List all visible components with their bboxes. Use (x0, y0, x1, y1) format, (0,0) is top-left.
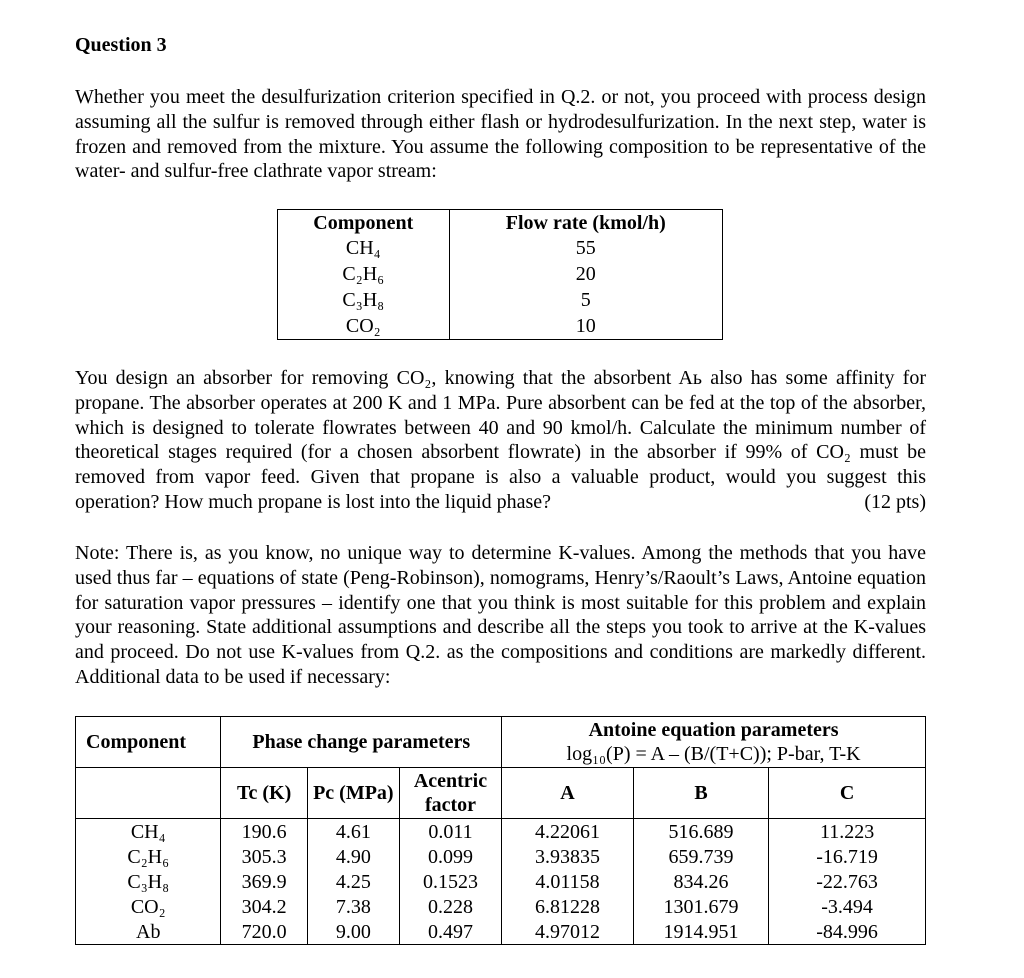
cell-c: -16.719 (769, 844, 926, 869)
task-text: You design an absorber for removing CO₂, knowing that the absorbent Aь also has some affinity for propane. The absorber operates at 200 K and 1 MPa. Pure absorbent can be fed at the top of the absorber, which is designed to tolerate flowrates between 40 and 90 kmol/h. Calculate the minimum number of theoretical stages required (for a chosen absorbent flowrate) in the absorber if 99% of CO₂ must be removed from vapor feed. Given that propane is also a valuable product, would you suggest this operation? How much propane is lost into the liquid phase? (75, 367, 926, 513)
cell-tc: 369.9 (221, 869, 307, 894)
task-paragraph (75, 366, 926, 515)
flow-header-flowrate: Flow rate (kmol/h) (449, 210, 722, 237)
cell-c: -22.763 (769, 869, 926, 894)
cell-pc: 9.00 (307, 919, 399, 945)
subheader-b: B (633, 768, 768, 819)
cell-tc: 720.0 (221, 919, 307, 945)
cell-a: 4.01158 (502, 869, 634, 894)
subheader-blank (76, 768, 221, 819)
flow-component: CH₄ (278, 236, 450, 262)
cell-component: C₃H₈ (76, 869, 221, 894)
cell-acentric: 0.228 (399, 894, 501, 919)
flow-value: 10 (449, 313, 722, 339)
cell-a: 6.81228 (502, 894, 634, 919)
cell-c: -3.494 (769, 894, 926, 919)
subheader-c: C (769, 768, 926, 819)
cell-component: C₂H₆ (76, 844, 221, 869)
question-title: Question 3 (75, 34, 167, 56)
cell-component: Ab (76, 919, 221, 945)
cell-tc: 190.6 (221, 819, 307, 845)
cell-c: 11.223 (769, 819, 926, 845)
cell-acentric: 0.099 (399, 844, 501, 869)
table-row (76, 919, 926, 945)
header-component: Component (76, 717, 221, 768)
flow-component: C₃H₈ (278, 288, 450, 314)
cell-a: 4.22061 (502, 819, 634, 845)
cell-acentric: 0.1523 (399, 869, 501, 894)
table-row (76, 894, 926, 919)
cell-acentric: 0.011 (399, 819, 501, 845)
cell-pc: 4.25 (307, 869, 399, 894)
cell-b: 659.739 (633, 844, 768, 869)
flow-value: 55 (449, 236, 722, 262)
points-label: (12 pts) (864, 490, 926, 513)
cell-b: 834.26 (633, 869, 768, 894)
flow-value: 5 (449, 288, 722, 314)
flow-row (278, 313, 723, 339)
flow-rate-table (277, 209, 723, 340)
flow-component: C₂H₆ (278, 262, 450, 288)
cell-b: 1301.679 (633, 894, 768, 919)
header-antoine-equation: log₁₀(P) = A – (B/(T+C)); P-bar, T-K (566, 743, 861, 765)
subheader-tc: Tc (K) (221, 768, 307, 819)
cell-c: -84.996 (769, 919, 926, 945)
subheader-a: A (502, 768, 634, 819)
header-phase-change: Phase change parameters (221, 717, 502, 768)
subheader-acentric: Acentric factor (399, 768, 501, 819)
cell-component: CH₄ (76, 819, 221, 845)
header-antoine (502, 717, 926, 768)
subheader-pc: Pc (MPa) (307, 768, 399, 819)
cell-component: CO₂ (76, 894, 221, 919)
cell-b: 516.689 (633, 819, 768, 845)
cell-a: 3.93835 (502, 844, 634, 869)
flow-row (278, 262, 723, 288)
cell-pc: 4.61 (307, 819, 399, 845)
cell-pc: 4.90 (307, 844, 399, 869)
cell-b: 1914.951 (633, 919, 768, 945)
flow-row (278, 236, 723, 262)
component-data-table (75, 716, 926, 945)
table-row (76, 819, 926, 845)
note-paragraph: Note: There is, as you know, no unique way to determine K-values. Among the methods that you have used thus far – equations of state (Peng-Robinson), nomograms, Henry’s/Raoult’s Laws, Antoine equation for saturation vapor pressures – identify one that you think is most suitable for this problem and explain your reasoning. State additional assumptions and describe all the steps you took to arrive at the K-values and proceed. Do not use K-values from Q.2. as the compositions and conditions are markedly different. Additional data to be used if necessary: (75, 542, 926, 688)
flow-header-component: Component (278, 210, 450, 237)
cell-a: 4.97012 (502, 919, 634, 945)
header-antoine-title: Antoine equation parameters (588, 719, 839, 741)
cell-pc: 7.38 (307, 894, 399, 919)
cell-tc: 305.3 (221, 844, 307, 869)
intro-paragraph: Whether you meet the desulfurization criterion specified in Q.2. or not, you proceed with process design assuming all the sulfur is removed through either flash or hydrodesulfurization. In the next step, water is frozen and removed from the mixture. You assume the following composition to be representative of the water- and sulfur-free clathrate vapor stream: (75, 86, 926, 183)
cell-tc: 304.2 (221, 894, 307, 919)
flow-row (278, 288, 723, 314)
table-row (76, 869, 926, 894)
flow-component: CO₂ (278, 313, 450, 339)
table-row (76, 844, 926, 869)
cell-acentric: 0.497 (399, 919, 501, 945)
flow-value: 20 (449, 262, 722, 288)
